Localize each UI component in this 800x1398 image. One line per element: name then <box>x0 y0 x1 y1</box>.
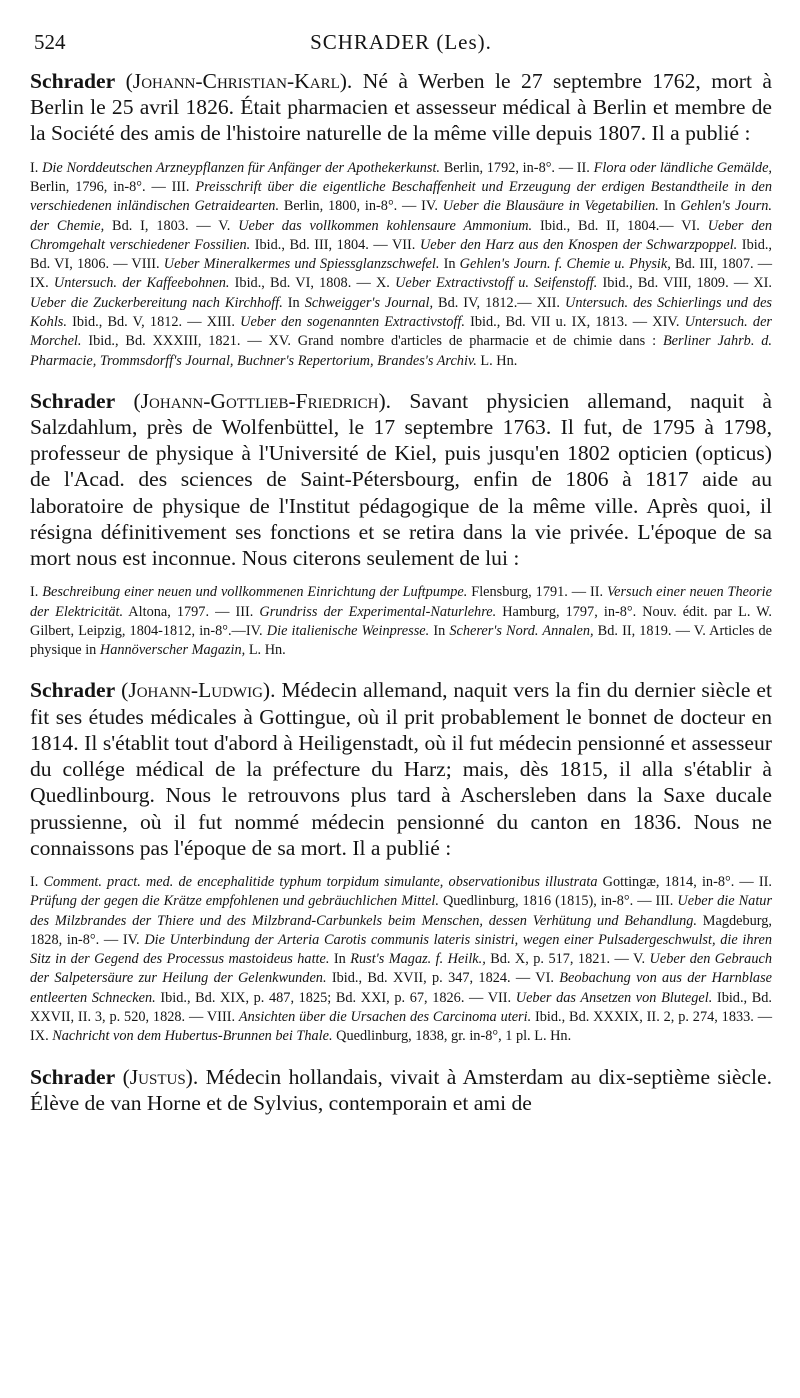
bib-title: Ueber Extractivstoff u. Seifenstoff. <box>395 275 598 292</box>
bib-text: I. <box>30 584 43 601</box>
bib-text: Gottingæ, 1814, in-8°. — II. <box>597 873 772 890</box>
bibliography <box>30 159 772 371</box>
article-schrader-justus <box>30 1064 772 1116</box>
entry-given-names: (Justus). <box>122 1064 199 1089</box>
bib-title: Ansichten über die Ursachen des Carcinoma uteri. <box>238 1008 532 1025</box>
bib-text: Bd. III, 1807. — IX. <box>30 256 772 292</box>
bib-text: Ibid., Bd. XXVII, II. 3, p. 520, 1828. — VIII. <box>30 989 772 1025</box>
bib-text: Bd. II, 1819. — V. Articles de physique in <box>30 622 772 659</box>
bib-text: Ibid., Bd. VI, 1806. — VIII. <box>30 236 772 273</box>
entry-name: Schrader <box>30 69 116 93</box>
bib-title: Die italienische Weinpresse. <box>266 622 430 639</box>
bib-title: Hannöverscher Magazin, <box>99 642 246 659</box>
bib-title: Ueber den Chromgehalt verschiedener Fossilien. <box>30 217 772 253</box>
bib-title: Versuch einer neuen Theorie der Elektricität. <box>30 584 772 620</box>
entry-name: Schrader <box>30 1064 116 1089</box>
bib-text: Berlin, 1796, in-8°. — III. <box>30 178 196 195</box>
article-schrader-johann-gottlieb-friedrich <box>30 388 772 571</box>
bib-text: Ibid., Bd. XIX, p. 487, 1825; Bd. XXI, p. 67, 1826. — VII. <box>155 989 516 1006</box>
bib-title: Ueber den Harz aus den Knospen der Schwarzpoppel. <box>419 236 738 253</box>
bib-text: Bd. IV, 1812.— XII. <box>433 294 565 311</box>
entry-text: Médecin hollandais, vivait à Amsterdam au dix-septième siècle. Élève de van Horne et de Sylvius, contemporain et ami de <box>30 1064 772 1115</box>
entry-given-names: (Johann-Ludwig). <box>121 678 276 703</box>
bib-text: In <box>658 198 681 215</box>
bib-text: Flensburg, 1791. — II. <box>467 584 607 601</box>
bib-text: Ibid., Bd. VIII, 1809. — XI. <box>597 275 773 292</box>
bib-title: Gehlen's Journ. der Chemie, <box>30 198 773 234</box>
bib-text: Bd. I, 1803. — V. <box>104 217 239 234</box>
bib-text: Ibid., Bd. II, 1804.— VI. <box>532 217 708 234</box>
bib-title: Ueber den sogenannten Extractivstoff. <box>240 313 465 330</box>
bib-text: In <box>282 294 305 311</box>
bib-title: Grundriss der Experimental-Naturlehre. <box>259 603 497 620</box>
page-number: 524 <box>34 30 66 54</box>
author-signature: L. Hn. <box>248 642 286 659</box>
bib-title: Ueber den Gebrauch der Salpetersäure zur Heilung der Gelenkwunden. <box>30 951 772 987</box>
entry-name: Schrader <box>30 388 116 413</box>
bib-text: Ibid., Bd. XXXIII, 1821. — XV. Grand nombre d'articles de pharmacie et de chimie dans : <box>81 333 663 350</box>
entry-text: Médecin allemand, naquit vers la fin du dernier siècle et fit ses études médicales à Gottingue, où il prit probablement le bonnet de docteur en 1814. Il s'établit tout d'abord à Heiligenstadt, où il fut médecin pensionné et assesseur du collége médical de la préfecture du Harz; mais, dès 1815, il alla s'établir à Quedlinbourg. Nous le retrouvons plus tard à Aschersleben dans la Saxe ducale prussienne, où il fut nommé médecin pensionné du canton en 1836. Nous ne connaissons pas l'époque de sa mort. Il a publié : <box>30 678 772 860</box>
entry-name: Schrader <box>30 678 116 703</box>
running-head: SCHRADER (Les). <box>310 30 492 54</box>
bib-title: Die Norddeutschen Arzneypflanzen für Anfänger der Apothekerkunst. <box>42 159 440 176</box>
bib-title: Ueber das Ansetzen von Blutegel. <box>515 989 713 1006</box>
bib-text: Ibid., Bd. VII u. IX, 1813. — XIV. <box>464 313 685 330</box>
bib-title: Flora oder ländliche Gemälde, <box>593 159 772 176</box>
bibliography <box>30 873 772 1047</box>
bib-title: Beschreibung einer neuen und vollkommenen Einrichtung der Luftpumpe. <box>42 584 468 601</box>
bib-title: Rust's Magaz. f. Heilk., <box>350 951 486 968</box>
bib-title: Prüfung der gegen die Krätze empfohlenen und gebräuchlichen Mittel. <box>30 893 439 910</box>
article-schrader-johann-christian-karl <box>30 68 772 147</box>
bib-text: Ibid., Bd. XXXIX, II. 2, p. 274, 1833. — IX. <box>30 1008 772 1045</box>
bib-title: Beobachung von aus der Harnblase entleerten Schnecken. <box>30 970 772 1006</box>
bib-text: Hamburg, 1797, in-8°. Nouv. édit. par L. W. Gilbert, Leipzig, 1804-1812, in-8°.—IV. <box>30 603 772 639</box>
bib-title: Nachricht von dem Hubertus-Brunnen bei Thale. <box>52 1028 333 1045</box>
bib-text: In <box>429 622 450 639</box>
bib-text: Altona, 1797. — III. <box>123 603 260 620</box>
bib-text: Berlin, 1800, in-8°. — IV. <box>279 198 443 215</box>
entry-given-names: (Johann-Gottlieb-Friedrich). <box>133 388 392 413</box>
bib-title: Untersuch. des Schierlings und des Kohls. <box>30 294 772 330</box>
bib-text: In <box>329 951 351 968</box>
bib-title: Untersuch. der Morchel. <box>30 313 772 350</box>
bib-text: I. <box>30 873 44 890</box>
bib-text: Ibid., Bd. V, 1812. — XIII. <box>66 313 241 330</box>
article-schrader-johann-ludwig <box>30 677 772 860</box>
bib-text: Bd. X, p. 517, 1821. — V. <box>485 951 650 968</box>
bib-title: Ueber Mineralkermes und Spiessglanzschwefel. <box>163 256 440 273</box>
bibliography <box>30 583 772 660</box>
page-header <box>30 18 772 58</box>
bib-title: Ueber die Zuckerbereitung nach Kirchhoff. <box>30 294 283 311</box>
entry-text: Savant physicien allemand, naquit à Salzdahlum, près de Wolfenbüttel, le 17 septembre 1763. Il fut, de 1795 à 1798, professeur de physique à l'Université de Kiel, puis jusqu'en 1802 opticien (opticus) de l'Acad. des sciences de Saint-Pétersbourg, enfin de 1806 à 1817 aide au laboratoire de physique de l'Institut pédagogique de la même ville. Après quoi, il résigna définitivement ses fonctions et se retira dans la vie privée. L'époque de sa mort nous est inconnue. Nous citerons seulement de lui : <box>30 388 772 571</box>
author-signature: L. Hn. <box>534 1028 572 1045</box>
bib-text: Ibid., Bd. VI, 1808. — X. <box>229 275 396 292</box>
bib-title: Untersuch. der Kaffeebohnen. <box>53 275 230 292</box>
bib-title: Ueber die Blausäure in Vegetabilien. <box>442 198 659 215</box>
bib-text: Berlin, 1792, in-8°. — II. <box>440 159 594 176</box>
bib-text: Ibid., Bd. III, 1804. — VII. <box>250 236 420 253</box>
entry-given-names: (Johann-Christian-Karl). <box>125 69 353 93</box>
bib-text: In <box>439 256 460 273</box>
bib-title: Ueber das vollkommen kohlensaure Ammonium. <box>238 217 533 234</box>
bib-text: Magdeburg, 1828, in-8°. — IV. <box>30 912 773 948</box>
bib-text: Ibid., Bd. XVII, p. 347, 1824. — VI. <box>326 970 560 987</box>
bib-title: Comment. pract. med. de encephalitide typhum torpidum simulante, observationibus illustrata <box>43 873 598 890</box>
bib-title: Schweigger's Journal, <box>304 294 434 311</box>
author-signature: L. Hn. <box>480 352 518 369</box>
bib-text: Quedlinburg, 1838, gr. in-8°, 1 pl. <box>332 1028 531 1045</box>
bib-title: Gehlen's Journ. f. Chemie u. Physik, <box>459 256 671 273</box>
bib-text: Quedlinburg, 1816 (1815), in-8°. — III. <box>438 893 678 910</box>
bib-title: Ueber die Natur des Milzbrandes der Thiere und des Milzbrand-Carbunkels beim Menschen, dessen Verhütung und Behandlung. <box>30 893 773 929</box>
entry-text: Né à Werben le 27 septembre 1762, mort à Berlin le 25 avril 1826. Était pharmacien et assesseur médical à Berlin et membre de la Société des amis de l'histoire naturelle de la même ville depuis 1807. Il a publié : <box>30 69 773 146</box>
bib-title: Die Unterbindung der Arteria Carotis communis lateris sinistri, wegen einer Pulsadergeschwulst, die ihren Sitz in der Gegend des Processus mastoideus hatte. <box>30 931 772 968</box>
bib-title: Berliner Jahrb. d. Pharmacie, Trommsdorff's Journal, Buchner's Repertorium, Brandes's Archiv. <box>30 333 772 369</box>
bib-text: I. <box>30 159 43 176</box>
bib-title: Scherer's Nord. Annalen, <box>449 622 594 639</box>
bib-title: Preisschrift über die eigentliche Beschaffenheit und Erzeugung der erdigen Bestandtheile in den verschiedenen inländischen Getraidearten. <box>30 178 772 215</box>
